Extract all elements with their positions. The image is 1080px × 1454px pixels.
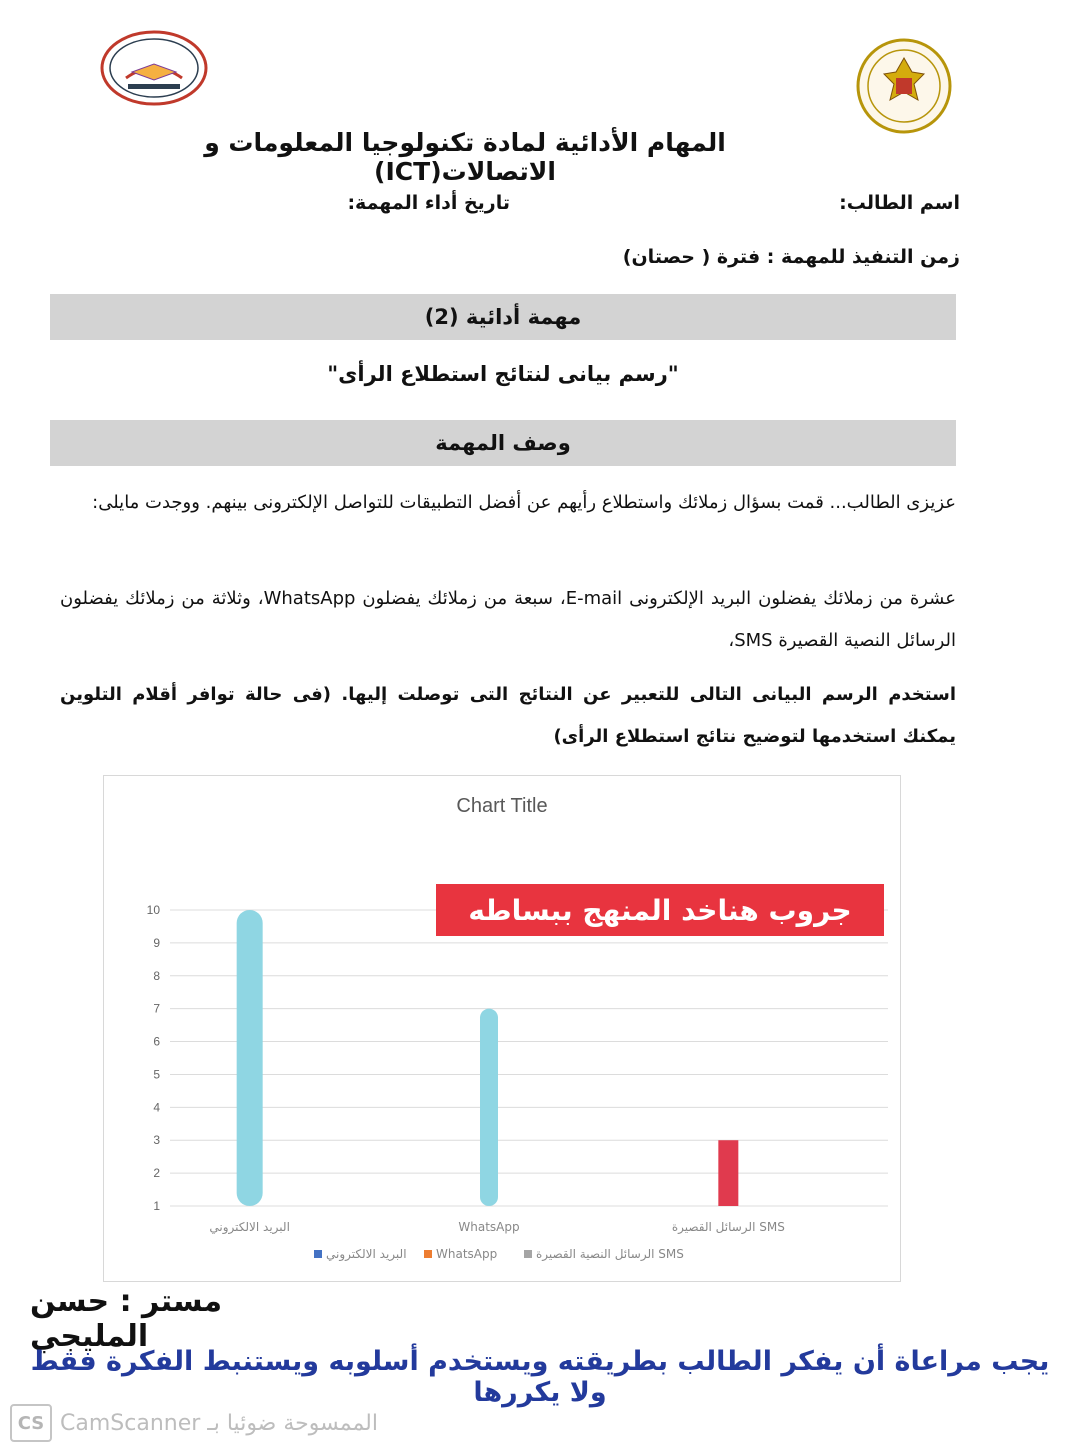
- legend-swatch: [424, 1250, 432, 1258]
- page-title: المهام الأدائية لمادة تكنولوجيا المعلومات و الاتصالات(ICT): [204, 128, 726, 186]
- legend-entry: الرسائل النصية القصيرة SMS: [536, 1247, 684, 1261]
- y-tick-label: 6: [153, 1034, 160, 1049]
- legend-swatch: [524, 1250, 532, 1258]
- y-tick-label: 2: [153, 1166, 160, 1181]
- chart-bar: [718, 1140, 738, 1206]
- y-tick-label: 3: [153, 1133, 160, 1148]
- ministry-logo-icon: [98, 28, 210, 110]
- x-category-label: WhatsApp: [458, 1220, 520, 1234]
- chart-bar: [237, 910, 263, 1206]
- teacher-note: يجب مراعاة أن يفكر الطالب بطريقته ويستخدم أسلوبه ويستنبط الفكرة فقط ولا يكررها: [30, 1346, 1050, 1408]
- y-tick-label: 9: [153, 935, 160, 950]
- bar-chart: [104, 776, 900, 1281]
- y-tick-label: 5: [153, 1067, 160, 1082]
- camscanner-logo-icon: CS: [10, 1404, 52, 1442]
- exec-time-label: زمن التنفيذ للمهمة : فترة ( حصتان): [622, 246, 960, 268]
- task-date-label: تاريخ أداء المهمة:: [347, 192, 510, 214]
- task-subtitle: "رسم بيانى لنتائج استطلاع الرأى": [327, 362, 679, 386]
- y-tick-label: 4: [153, 1100, 160, 1115]
- instruction-paragraph-2: عشرة من زملائك يفضلون البريد الإلكترونى E-mail، سبعة من زملائك يفضلون WhatsApp، وثلاثة من زملائك يفضلون الرسائل النصية القصيرة SMS،: [60, 588, 956, 651]
- y-tick-label: 7: [153, 1001, 160, 1016]
- x-category-label: الرسائل القصيرة SMS: [671, 1220, 785, 1234]
- legend-swatch: [314, 1250, 322, 1258]
- camscanner-text: الممسوحة ضوئيا بـ CamScanner: [60, 1410, 378, 1436]
- description-band: وصف المهمة: [50, 420, 956, 466]
- instruction-paragraph-3: استخدم الرسم البيانى التالى للتعبير عن النتائج التى توصلت إليها. (فى حالة توافر أقلام التلوين يمكنك استخدمها لتوضيح نتائج استطلاع الرأى): [60, 684, 956, 747]
- chart-bar: [480, 1009, 498, 1206]
- student-name-label: اسم الطالب:: [839, 192, 960, 214]
- instruction-paragraph-1: عزيزى الطالب... قمت بسؤال زملائك واستطلاع رأيهم عن أفضل التطبيقات للتواصل الإلكترونى بينهم. ووجدت مايلى:: [92, 492, 956, 513]
- group-banner: جروب هناخد المنهج ببساطه: [436, 884, 884, 936]
- camscanner-watermark: [10, 1404, 430, 1442]
- chart-title: Chart Title: [456, 795, 548, 817]
- author-name: مستر : حسن المليجي: [30, 1284, 223, 1354]
- chart-frame: [103, 775, 901, 1282]
- x-category-label: البريد الالكتروني: [209, 1220, 290, 1234]
- egypt-emblem-icon: [852, 38, 956, 134]
- y-tick-label: 8: [153, 968, 160, 983]
- task-title-band: مهمة أدائية (2): [50, 294, 956, 340]
- y-tick-label: 1: [153, 1199, 160, 1213]
- legend-entry: WhatsApp: [436, 1247, 498, 1261]
- y-tick-label: 10: [146, 903, 160, 917]
- legend-entry: البريد الالكتروني: [326, 1247, 407, 1261]
